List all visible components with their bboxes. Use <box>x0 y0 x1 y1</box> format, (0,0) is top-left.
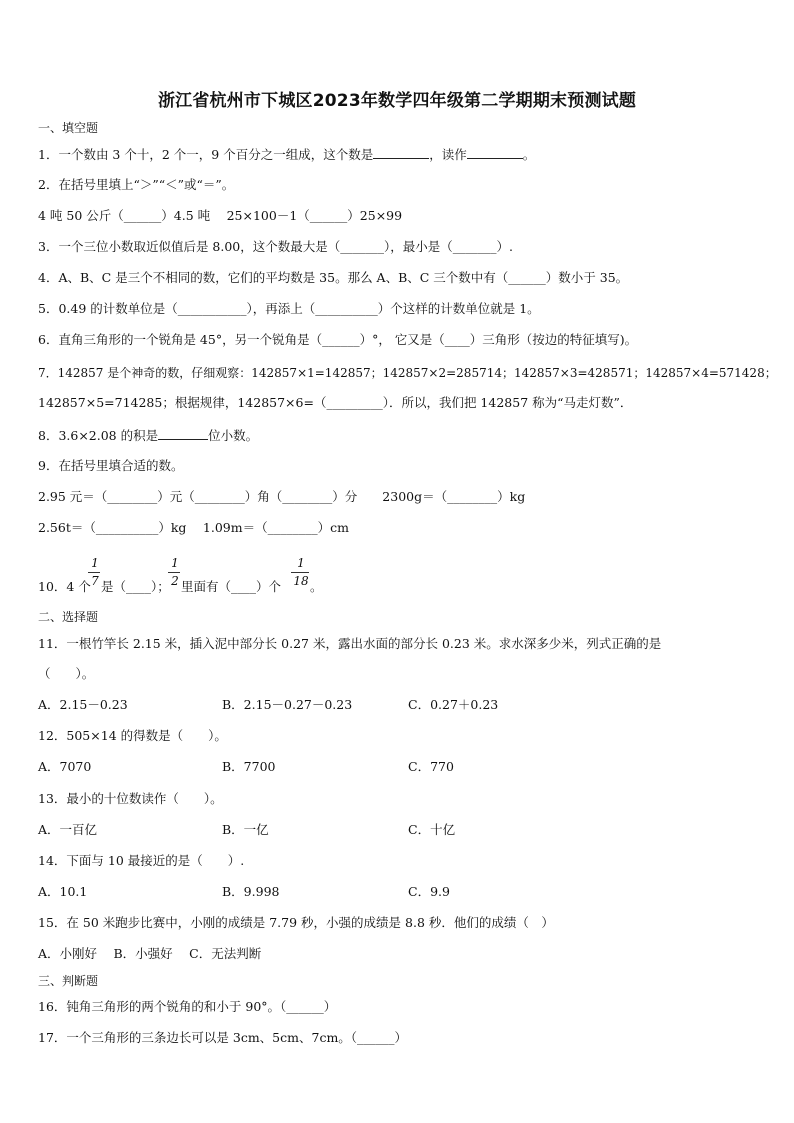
question-8-text: 8．3.6×2.08 的积是 <box>38 428 159 443</box>
option-c[interactable]: C．9.9 <box>408 884 450 899</box>
question-16: 16．钝角三角形的两个锐角的和小于 90°。（______） <box>38 999 337 1014</box>
option-c[interactable]: C．770 <box>408 759 454 774</box>
answer-blank[interactable] <box>158 426 208 440</box>
option-a[interactable]: A．10.1 <box>38 884 88 899</box>
question-2-compare-line: 4 吨 50 公斤（______）4.5 吨 25×100－1（______）25×99 <box>38 208 403 223</box>
question-7-line-2: 142857×5=714285；根据规律，142857×6=（_________）．所以，我们把 142857 称为“马走灯数”． <box>38 395 633 410</box>
fraction-3-denominator: 18 <box>293 574 309 588</box>
option-a[interactable]: A．一百亿 <box>38 822 98 837</box>
question-13: 13．最小的十位数读作（ ）。 <box>38 791 223 806</box>
question-15-options[interactable]: A．小刚好 B．小强好 C．无法判断 <box>38 946 262 961</box>
question-17: 17．一个三角形的三条边长可以是 3cm、5cm、7cm。（______） <box>38 1030 408 1045</box>
question-1-text-b: ，读作 <box>429 147 467 162</box>
question-10-text-b: 是（____）； <box>101 579 170 594</box>
question-9: 9．在括号里填合适的数。 <box>38 458 184 473</box>
answer-blank[interactable] <box>373 145 429 159</box>
question-3: 3．一个三位小数取近似值后是 8.00，这个数最大是（_______），最小是（_______）. <box>38 239 513 254</box>
option-c[interactable]: C．0.27＋0.23 <box>408 697 499 712</box>
option-b[interactable]: B．9.998 <box>222 884 280 899</box>
fraction-3-bar <box>291 572 309 573</box>
question-7-line-1: 7．142857 是个神奇的数，仔细观察：142857×1=142857；142857×2=285714；142857×3=428571；142857×4=571428； <box>38 366 777 380</box>
question-5: 5．0.49 的计数单位是（___________），再添上（__________）个这样的计数单位就是 1。 <box>38 301 540 316</box>
section-heading-fill-in: 一、填空题 <box>38 121 99 135</box>
answer-blank[interactable] <box>467 145 523 159</box>
question-8-text-b: 位小数。 <box>208 428 259 443</box>
option-b[interactable]: B．一亿 <box>222 822 269 837</box>
question-8 <box>38 426 258 445</box>
option-a[interactable]: A．2.15－0.23 <box>38 697 128 712</box>
fraction-2-numerator: 1 <box>171 556 179 570</box>
question-6: 6．直角三角形的一个锐角是 45°，另一个锐角是（______）°， 它又是（____）三角形（按边的特征填写)。 <box>38 332 638 347</box>
fraction-1-numerator: 1 <box>91 556 99 570</box>
option-c[interactable]: C．十亿 <box>408 822 456 837</box>
question-11: 11．一根竹竿长 2.15 米，插入泥中部分长 0.27 米，露出水面的部分长 0.23 米。求水深多少米，列式正确的是 <box>38 636 662 651</box>
option-a[interactable]: A．7070 <box>38 759 92 774</box>
fraction-3-numerator: 1 <box>297 556 305 570</box>
fraction-1-bar <box>88 572 100 573</box>
question-9-line-2: 2.56t＝（__________）kg 1.09m＝（________）cm <box>38 520 349 535</box>
question-10-text-c: 里面有（____）个 <box>181 579 282 594</box>
fraction-2-bar <box>168 572 180 573</box>
question-10-text-a: 10．4 个 <box>38 579 91 594</box>
section-heading-choice: 二、选择题 <box>38 610 99 624</box>
question-4: 4．A、B、C 是三个不相同的数，它们的平均数是 35。那么 A、B、C 三个数中有（______）数小于 35。 <box>38 270 629 285</box>
fraction-1-denominator: 7 <box>91 574 99 588</box>
question-1 <box>38 145 535 164</box>
question-10-text-d: 。 <box>310 579 323 594</box>
question-15: 15．在 50 米跑步比赛中，小刚的成绩是 7.79 秒，小强的成绩是 8.8 秒．他们的成绩（ ） <box>38 915 554 930</box>
question-14: 14．下面与 10 最接近的是（ ）. <box>38 853 245 868</box>
section-heading-judgement: 三、判断题 <box>38 974 99 988</box>
question-9-line-1: 2.95 元＝（________）元（________）角（________）分 2300g＝（________）kg <box>38 489 526 504</box>
fraction-2-denominator: 2 <box>171 574 179 588</box>
question-2: 2．在括号里填上“＞”“＜”或“＝”。 <box>38 177 235 192</box>
question-11-paren: （ ）。 <box>38 666 95 681</box>
question-1-text: 1．一个数由 3 个十，2 个一，9 个百分之一组成，这个数是 <box>38 147 374 162</box>
page-title: 浙江省杭州市下城区2023年数学四年级第二学期期末预测试题 <box>157 91 637 111</box>
question-12: 12．505×14 的得数是（ ）。 <box>38 728 227 743</box>
question-1-text-c: 。 <box>522 147 536 162</box>
option-b[interactable]: B．2.15－0.27－0.23 <box>222 697 353 712</box>
option-b[interactable]: B．7700 <box>222 759 276 774</box>
